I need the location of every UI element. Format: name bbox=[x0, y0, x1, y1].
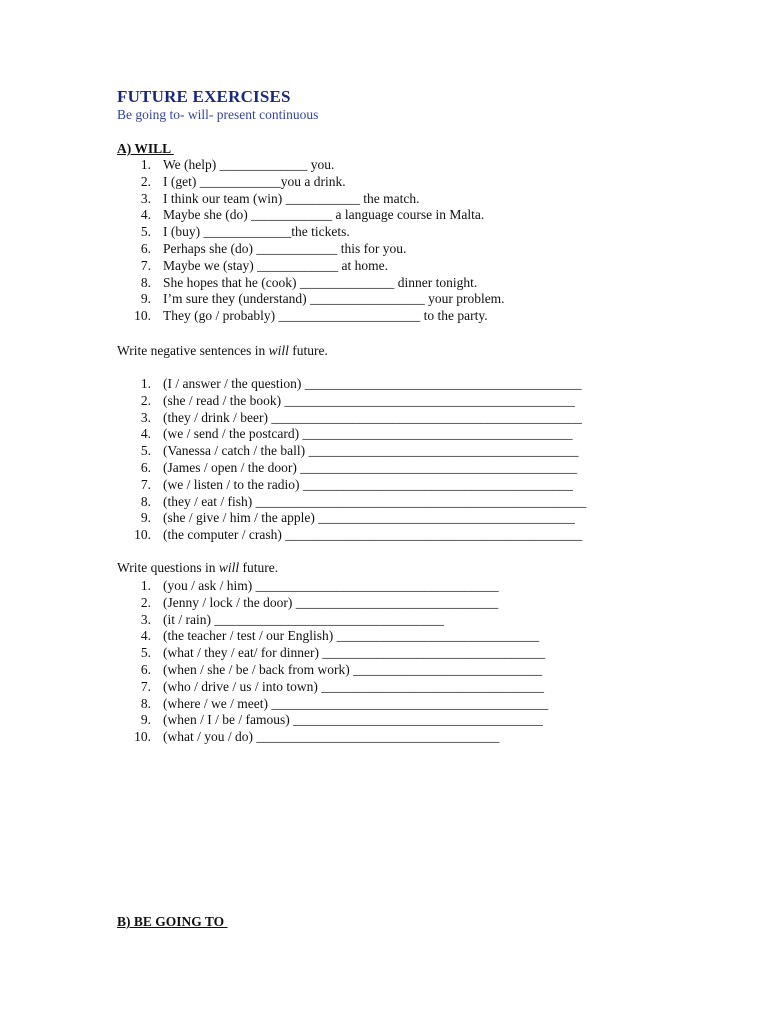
item-text: She hopes that he (cook) ______________ dinner tonight. bbox=[163, 274, 478, 290]
item-text: (James / open / the door) _________________________________________ bbox=[163, 459, 577, 475]
item-text: They (go / probably) _____________________ to the party. bbox=[163, 308, 488, 324]
item-number: 3. bbox=[140, 611, 151, 627]
item-text: Maybe we (stay) ____________ at home. bbox=[163, 257, 388, 273]
item-number: 5. bbox=[140, 224, 151, 240]
section-b-heading: B) BE GOING TO bbox=[117, 914, 228, 929]
item-number: 2. bbox=[140, 594, 151, 610]
item-number: 6. bbox=[140, 661, 151, 677]
instruction-text: future. bbox=[288, 343, 328, 358]
item-number: 2. bbox=[140, 392, 151, 408]
item-text: Maybe she (do) ____________ a language course in Malta. bbox=[163, 207, 485, 223]
item-number: 6. bbox=[140, 240, 151, 256]
item-text: (where / we / meet) _________________________________________ bbox=[163, 695, 549, 711]
item-number: 10. bbox=[134, 527, 151, 543]
item-text: I (get) ____________you a drink. bbox=[163, 173, 346, 189]
item-text: (who / drive / us / into town) _________________________________ bbox=[163, 678, 544, 694]
item-text: I’m sure they (understand) _________________ your problem. bbox=[163, 291, 505, 307]
item-text: (we / listen / to the radio) ________________________________________ bbox=[163, 476, 573, 492]
item-text: (it / rain) __________________________________ bbox=[163, 611, 444, 627]
item-number: 10. bbox=[134, 729, 151, 745]
item-text: (they / drink / beer) ______________________________________________ bbox=[163, 409, 582, 425]
item-number: 9. bbox=[140, 712, 151, 728]
item-number: 4. bbox=[140, 628, 151, 644]
item-text: I think our team (win) ___________ the match. bbox=[163, 190, 420, 206]
item-number: 1. bbox=[140, 157, 151, 172]
item-number: 7. bbox=[140, 476, 151, 492]
item-text: I (buy) _____________the tickets. bbox=[163, 224, 350, 240]
item-text: (the teacher / test / our English) ______________________________ bbox=[163, 628, 540, 644]
item-number: 1. bbox=[140, 376, 151, 391]
negative-instruction bbox=[117, 343, 328, 359]
instruction-text: Write questions in bbox=[117, 560, 219, 575]
item-text: (the computer / crash) ____________________________________________ bbox=[163, 527, 583, 543]
item-number: 8. bbox=[140, 493, 151, 509]
page-subtitle: Be going to- will- present continuous bbox=[117, 107, 319, 122]
item-number: 4. bbox=[140, 426, 151, 442]
item-text: We (help) _____________ you. bbox=[163, 157, 335, 172]
item-number: 8. bbox=[140, 695, 151, 711]
item-text: Perhaps she (do) ____________ this for you. bbox=[163, 240, 407, 256]
item-number: 5. bbox=[140, 443, 151, 459]
item-number: 8. bbox=[140, 274, 151, 290]
item-number: 7. bbox=[140, 257, 151, 273]
instruction-emphasis: will bbox=[268, 343, 289, 358]
item-text: (you / ask / him) ____________________________________ bbox=[163, 578, 499, 593]
section-a-heading: A) WILL bbox=[117, 141, 174, 156]
item-number: 3. bbox=[140, 409, 151, 425]
item-number: 9. bbox=[140, 291, 151, 307]
item-number: 3. bbox=[140, 190, 151, 206]
item-number: 2. bbox=[140, 173, 151, 189]
item-text: (when / I / be / famous) _____________________________________ bbox=[163, 712, 543, 728]
item-text: (we / send / the postcard) ________________________________________ bbox=[163, 426, 573, 442]
item-text: (she / read / the book) ___________________________________________ bbox=[163, 392, 575, 408]
item-number: 5. bbox=[140, 645, 151, 661]
item-number: 7. bbox=[140, 678, 151, 694]
instruction-emphasis: will bbox=[218, 560, 240, 575]
item-text: (she / give / him / the apple) ______________________________________ bbox=[163, 510, 575, 526]
item-number: 9. bbox=[140, 510, 151, 526]
item-number: 6. bbox=[140, 459, 151, 475]
instruction-text: future. bbox=[239, 560, 279, 575]
page-title: FUTURE EXERCISES bbox=[117, 87, 291, 106]
item-text: (when / she / be / back from work) ____________________________ bbox=[163, 661, 543, 677]
questions-instruction bbox=[117, 560, 278, 576]
instruction-text: Write negative sentences in bbox=[117, 343, 269, 358]
item-text: (Vanessa / catch / the ball) ________________________________________ bbox=[163, 443, 579, 459]
item-text: (they / eat / fish) _________________________________________________ bbox=[163, 493, 587, 509]
item-text: (Jenny / lock / the door) ______________________________ bbox=[163, 594, 499, 610]
item-number: 4. bbox=[140, 207, 151, 223]
item-text: (what / you / do) ____________________________________ bbox=[163, 729, 500, 745]
item-text: (what / they / eat/ for dinner) _________________________________ bbox=[163, 645, 546, 661]
item-number: 10. bbox=[134, 308, 151, 324]
item-number: 1. bbox=[140, 578, 151, 593]
item-text: (I / answer / the question) _________________________________________ bbox=[163, 376, 582, 391]
